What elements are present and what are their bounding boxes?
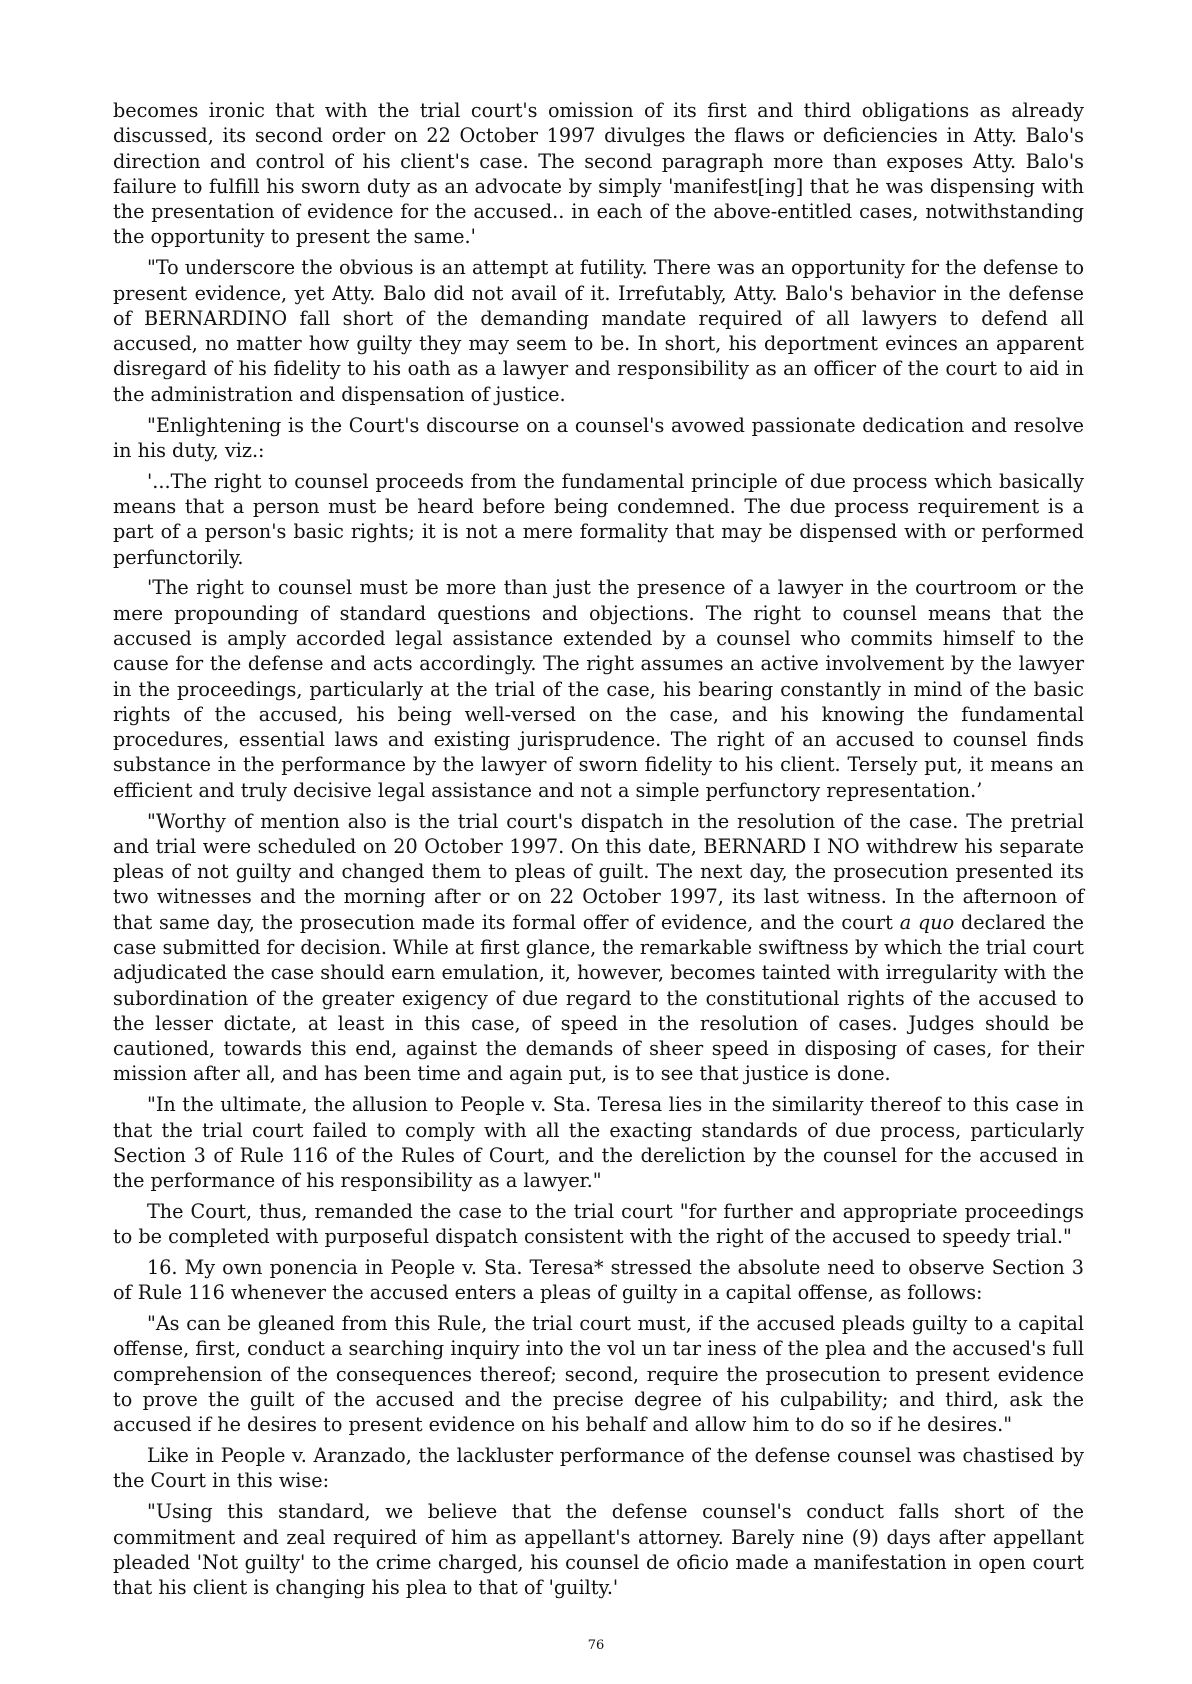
paragraph-gleaned-rule: "As can be gleaned from this Rule, the trial court must, if the accused pleads guilty to a capital offense, first, conduct a searching inquiry into the vol un tar iness of the plea and the accused's full comprehension of the consequences thereof; second, require the prosecution to present evidence to prove the guilt of the accused and the precise degree of his culpability; and third, ask the accused if he desires to present evidence on his behalf and allow him to do so if he desires." (113, 1312, 1084, 1437)
paragraph-worthy-after: declared the case submitted for decision. While at first glance, the remarkable swiftness by which the trial court adjudicated the case should earn emulation, it, however, becomes tainted with irregularity with the subordination of the greater exigency of due regard to the constitutional rights of the accused to the lesser dictate, at least in this case, of speed in the resolution of cases. Judges should be cautioned, towards this end, against the demands of sheer speed in disposing of cases, for their mission after all, and has been time and again put, is to see that justice is done. (113, 910, 1084, 1086)
document-body (113, 98, 1084, 1606)
paragraph-worthy-before: "Worthy of mention also is the trial court's dispatch in the resolution of the case. The pretrial and trial were scheduled on 20 October 1997. On this date, BERNARD I NO withdrew his separate pleas of not guilty and changed them to pleas of guilt. The next day, the prosecution presented its two witnesses and the morning after or on 22 October 1997, its last witness. In the afternoon of that same day, the prosecution made its formal offer of evidence, and the court (113, 809, 1084, 934)
italic-a-quo: a quo (899, 910, 955, 934)
page-number: 76 (587, 1638, 605, 1653)
paragraph-remanded: The Court, thus, remanded the case to the trial court "for further and appropriate proceedings to be completed with purposeful dispatch consistent with the right of the accused to speedy trial." (113, 1199, 1084, 1249)
paragraph-right-to-counsel-due-process: '...The right to counsel proceeds from the fundamental principle of due process which basically means that a person must be heard before being condemned. The due process requirement is a part of a person's basic rights; it is not a mere formality that may be dispensed with or performed perfunctorily. (113, 469, 1084, 569)
paragraph-ponencia: 16. My own ponencia in People v. Sta. Teresa* stressed the absolute need to observe Section 3 of Rule 116 whenever the accused enters a pleas of guilty in a capital offense, as follows: (113, 1256, 1084, 1305)
paragraph-right-to-counsel-more: 'The right to counsel must be more than just the presence of a lawyer in the courtroom or the mere propounding of standard questions and objections. The right to counsel means that the accused is amply accorded legal assistance extended by a counsel who commits himself to the cause for the defense and acts accordingly. The right assumes an active involvement by the lawyer in the proceedings, particularly at the trial of the case, his bearing constantly in mind of the basic rights of the accused, his being well-versed on the case, and his knowing the fundamental procedures, essential laws and existing jurisprudence. The right of an accused to counsel finds substance in the performance by the lawyer of sworn fidelity to his client. Tersely put, it means an efficient and truly decisive legal assistance and not a simple perfunctory representation.’ (113, 576, 1084, 802)
paragraph-continuation: becomes ironic that with the trial court's omission of its first and third obligations as already discussed, its second order on 22 October 1997 divulges the flaws or deficiencies in Atty. Balo's direction and control of his client's case. The second paragraph more than exposes Atty. Balo's failure to fulfill his sworn duty as an advocate by simply 'manifest[ing] that he was dispensing with the presentation of evidence for the accused.. in each of the above-entitled cases, notwithstanding the opportunity to present the same.' (113, 99, 1084, 249)
paragraph-underscore-obvious: "To underscore the obvious is an attempt at futility. There was an opportunity for the defense to present evidence, yet Atty. Balo did not avail of it. Irrefutably, Atty. Balo's behavior in the defense of BERNARDINO fall short of the demanding mandate required of all lawyers to defend all accused, no matter how guilty they may seem to be. In short, his deportment evinces an apparent disregard of his fidelity to his oath as a lawyer and responsibility as an officer of the court to aid in the administration and dispensation of justice. (113, 256, 1084, 406)
paragraph-aranzado: Like in People v. Aranzado, the lackluster performance of the defense counsel was chastised by the Court in this wise: (113, 1444, 1084, 1493)
paragraph-enlightening: "Enlightening is the Court's discourse on a counsel's avowed passionate dedication and resolve in his duty, viz.: (113, 413, 1084, 462)
paragraph-in-the-ultimate: "In the ultimate, the allusion to People v. Sta. Teresa lies in the similarity thereof to this case in that the trial court failed to comply with all the exacting standards of due process, particularly Section 3 of Rule 116 of the Rules of Court, and the dereliction by the counsel for the accused in the performance of his responsibility as a lawyer." (113, 1093, 1084, 1193)
paragraph-using-standard: "Using this standard, we believe that the defense counsel's conduct falls short of the commitment and zeal required of him as appellant's attorney. Barely nine (9) days after appellant pleaded 'Not guilty' to the crime charged, his counsel de oficio made a manifestation in open court that his client is changing his plea to that of 'guilty.' (113, 1500, 1084, 1600)
paragraph-worthy-of-mention (113, 809, 1084, 1087)
